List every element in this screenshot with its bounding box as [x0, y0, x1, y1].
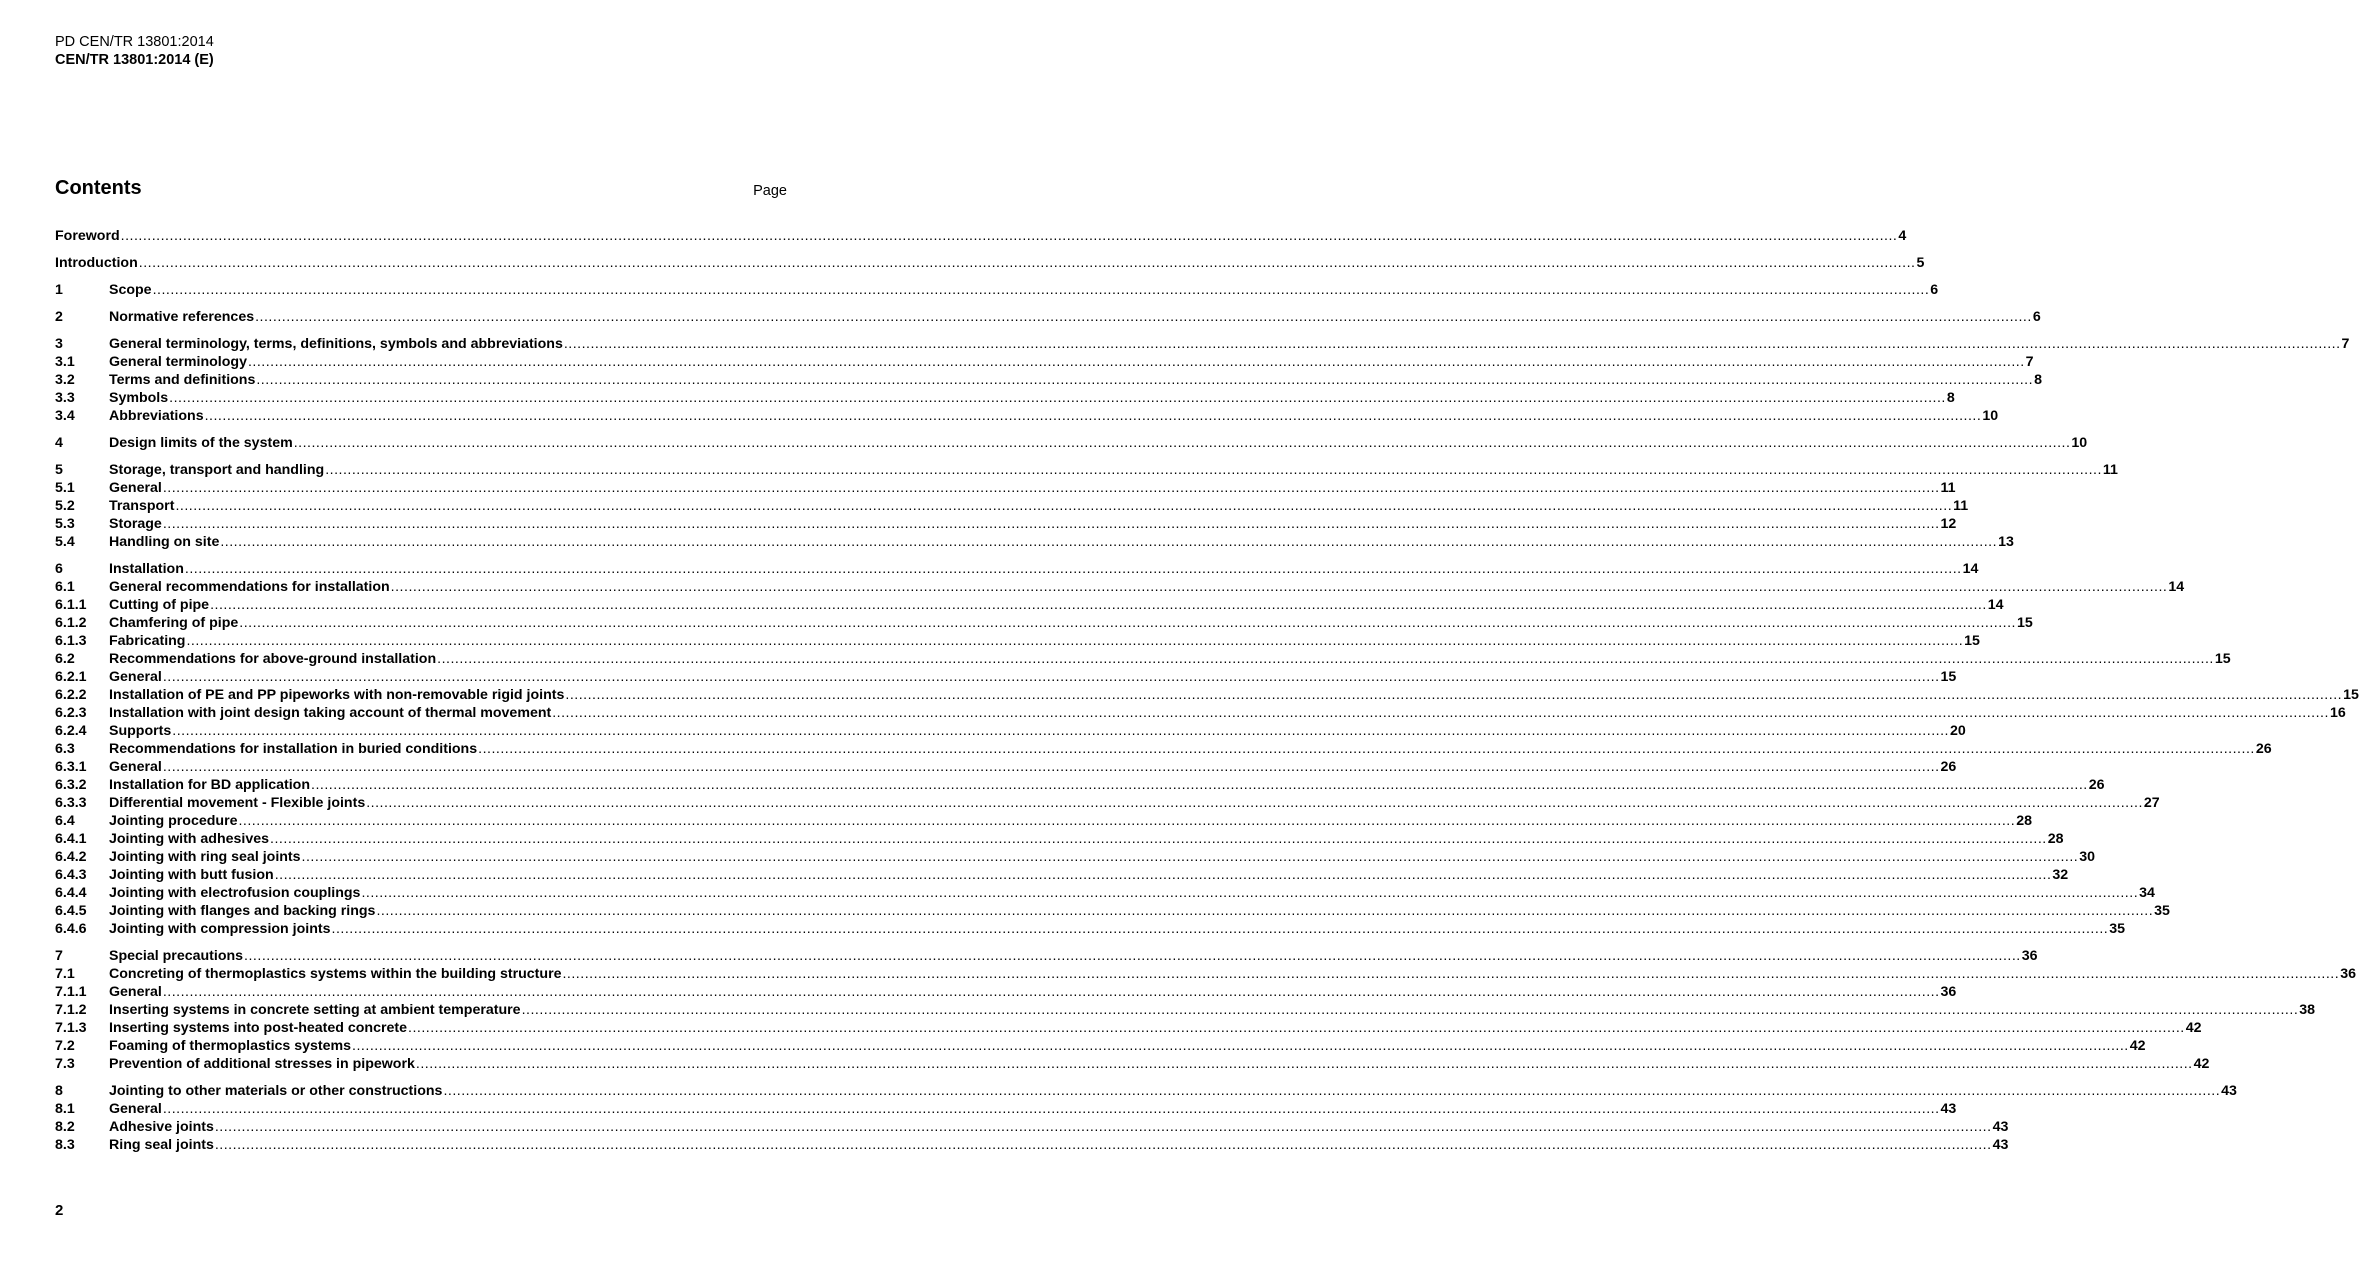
- toc-entry-title: Terms and definitions: [109, 372, 256, 388]
- toc-entry-page: 43: [2221, 1083, 2237, 1099]
- toc-dot-leader: ................................................................................................................................................................................................................................................................................................................................................................................................................: [437, 651, 2214, 667]
- toc-entry-page: 26: [2088, 777, 2105, 793]
- toc-group: [55, 461, 2118, 551]
- toc-entry-number: 8.3: [55, 1137, 75, 1153]
- contents-heading-row: [55, 177, 787, 207]
- toc-entry-page: 20: [1949, 723, 1966, 739]
- toc-entry-page: 11: [1940, 480, 1956, 496]
- toc-entry-page: 11: [1953, 498, 1969, 514]
- toc-entry-page: 35: [2109, 921, 2125, 937]
- toc-entry-page: 42: [2193, 1056, 2210, 1072]
- toc-entry-title: Jointing with electrofusion couplings: [109, 885, 361, 901]
- toc-entry-number: 6.4.1: [55, 831, 87, 847]
- toc-entry[interactable]: [55, 227, 1907, 245]
- toc-entry-page: 34: [2139, 885, 2155, 901]
- toc-entry[interactable]: [55, 1082, 2237, 1100]
- toc-entry[interactable]: [55, 740, 2272, 758]
- toc-dot-leader: ................................................................................................................................................................................................................................................................................................................................................................................................................: [270, 831, 2047, 847]
- toc-dot-leader: ................................................................................................................................................................................................................................................................................................................................................................................................................: [376, 903, 2154, 919]
- toc-entry-title: Storage: [109, 516, 162, 532]
- toc-entry-number: 5.4: [55, 534, 75, 550]
- toc-group: [55, 434, 2088, 452]
- toc-entry-title: Special precautions: [109, 948, 244, 964]
- toc-entry-page: 14: [1962, 561, 1979, 577]
- toc-entry-title: Abbreviations: [109, 408, 204, 424]
- toc-entry-title: Jointing with compression joints: [109, 921, 331, 937]
- toc-entry-number: 8.2: [55, 1119, 75, 1135]
- toc-entry-number: 3.1: [55, 354, 75, 370]
- toc-dot-leader: ................................................................................................................................................................................................................................................................................................................................................................................................................: [120, 228, 1898, 244]
- toc-dot-leader: ................................................................................................................................................................................................................................................................................................................................................................................................................: [408, 1020, 2185, 1036]
- toc-entry-title: General: [109, 1101, 162, 1117]
- toc-dot-leader: ................................................................................................................................................................................................................................................................................................................................................................................................................: [478, 741, 2255, 757]
- toc-entry-title: Installation for BD application: [109, 777, 311, 793]
- toc-entry[interactable]: [55, 794, 2160, 812]
- toc-entry-number: 5.1: [55, 480, 75, 496]
- toc-dot-leader: ................................................................................................................................................................................................................................................................................................................................................................................................................: [331, 921, 2109, 937]
- toc-entry[interactable]: [55, 722, 1966, 740]
- toc-group: [55, 227, 1907, 245]
- toc-entry-title: Introduction: [55, 255, 138, 271]
- toc-entry-title: General: [109, 759, 162, 775]
- toc-dot-leader: ................................................................................................................................................................................................................................................................................................................................................................................................................: [256, 372, 2034, 388]
- toc-dot-leader: ................................................................................................................................................................................................................................................................................................................................................................................................................: [214, 1137, 1992, 1153]
- toc-entry-page: 28: [2047, 831, 2064, 847]
- toc-entry-number: 6.4.3: [55, 867, 87, 883]
- toc-dot-leader: ................................................................................................................................................................................................................................................................................................................................................................................................................: [415, 1056, 2193, 1072]
- toc-dot-leader: ................................................................................................................................................................................................................................................................................................................................................................................................................: [169, 390, 1946, 406]
- toc-dot-leader: ................................................................................................................................................................................................................................................................................................................................................................................................................: [162, 984, 1940, 1000]
- toc-entry-page: 14: [1987, 597, 2004, 613]
- toc-entry-title: Storage, transport and handling: [109, 462, 325, 478]
- toc-entry-title: Handling on site: [109, 534, 220, 550]
- toc-entry[interactable]: [55, 776, 2105, 794]
- toc-entry-title: Recommendations for above-ground installation: [109, 651, 437, 667]
- toc-entry-page: 15: [2214, 651, 2231, 667]
- toc-entry-title: Fabricating: [109, 633, 186, 649]
- toc-dot-leader: ................................................................................................................................................................................................................................................................................................................................................................................................................: [293, 435, 2071, 451]
- toc-entry-title: Inserting systems into post-heated concrete: [109, 1020, 408, 1036]
- toc-entry-number: 6.4: [55, 813, 75, 829]
- toc-entry-page: 7: [2025, 354, 2034, 370]
- toc-entry-title: Chamfering of pipe: [109, 615, 239, 631]
- toc-entry-title: General terminology: [109, 354, 247, 370]
- toc-entry[interactable]: [55, 812, 2032, 830]
- toc-entry-page: 36: [1940, 984, 1957, 1000]
- toc-entry-title: Jointing with adhesives: [109, 831, 270, 847]
- page-title: Contents: [55, 177, 142, 199]
- toc-entry-number: 6.2.3: [55, 705, 87, 721]
- toc-dot-leader: ................................................................................................................................................................................................................................................................................................................................................................................................................: [563, 336, 2341, 352]
- toc-entry-number: 6.3: [55, 741, 75, 757]
- toc-dot-leader: ................................................................................................................................................................................................................................................................................................................................................................................................................: [138, 255, 1916, 271]
- toc-entry[interactable]: [55, 533, 2014, 551]
- toc-entry-title: Supports: [109, 723, 172, 739]
- toc-entry[interactable]: [55, 578, 2185, 596]
- toc-dot-leader: ................................................................................................................................................................................................................................................................................................................................................................................................................: [238, 813, 2016, 829]
- toc-entry-page: 28: [2016, 813, 2032, 829]
- toc-entry[interactable]: [55, 254, 1925, 272]
- toc-entry-page: 5: [1916, 255, 1925, 271]
- toc-entry-number: 6.1.3: [55, 633, 87, 649]
- toc-entry[interactable]: [55, 596, 2004, 614]
- toc-entry[interactable]: [55, 407, 1999, 425]
- toc-entry-page: 43: [1992, 1119, 2009, 1135]
- toc-entry-title: Adhesive joints: [109, 1119, 214, 1135]
- toc-entry-title: General: [109, 669, 162, 685]
- toc-entry-number: 6.2: [55, 651, 75, 667]
- toc-dot-leader: ................................................................................................................................................................................................................................................................................................................................................................................................................: [325, 462, 2102, 478]
- toc-entry-title: Symbols: [109, 390, 169, 406]
- toc-dot-leader: ................................................................................................................................................................................................................................................................................................................................................................................................................: [255, 309, 2032, 325]
- toc-entry-title: Jointing procedure: [109, 813, 238, 829]
- toc-group: [55, 335, 2350, 425]
- toc-entry[interactable]: [55, 389, 1955, 407]
- toc-entry[interactable]: [55, 884, 2155, 902]
- toc-entry-number: 7: [55, 948, 63, 964]
- toc-entry-page: 26: [1940, 759, 1957, 775]
- toc-entry-title: Ring seal joints: [109, 1137, 214, 1153]
- toc-entry-number: 6.2.4: [55, 723, 87, 739]
- toc-entry-page: 7: [2341, 336, 2350, 352]
- toc-entry-title: Prevention of additional stresses in pipework: [109, 1056, 415, 1072]
- toc-dot-leader: ................................................................................................................................................................................................................................................................................................................................................................................................................: [162, 669, 1940, 685]
- page-column-label: Page: [753, 183, 787, 199]
- toc-entry-number: 6.4.4: [55, 885, 87, 901]
- toc-entry-number: 8.1: [55, 1101, 75, 1117]
- toc-entry-title: Transport: [109, 498, 175, 514]
- toc-entry-number: 6.3.1: [55, 759, 87, 775]
- toc-entry-number: 3.3: [55, 390, 75, 406]
- toc-dot-leader: ................................................................................................................................................................................................................................................................................................................................................................................................................: [184, 561, 1962, 577]
- toc-entry-number: 1: [55, 282, 63, 298]
- toc-dot-leader: ................................................................................................................................................................................................................................................................................................................................................................................................................: [162, 480, 1940, 496]
- toc-entry[interactable]: [55, 965, 2356, 983]
- toc-entry-title: Normative references: [109, 309, 255, 325]
- toc-entry-number: 6.1: [55, 579, 75, 595]
- toc-entry[interactable]: [55, 758, 1957, 776]
- toc-group: [55, 560, 2359, 938]
- toc-dot-leader: ................................................................................................................................................................................................................................................................................................................................................................................................................: [274, 867, 2052, 883]
- toc-entry[interactable]: [55, 497, 1969, 515]
- toc-entry[interactable]: [55, 515, 1957, 533]
- toc-dot-leader: ................................................................................................................................................................................................................................................................................................................................................................................................................: [152, 282, 1930, 298]
- toc-group: [55, 947, 2356, 1073]
- toc-entry-title: Scope: [109, 282, 152, 298]
- toc-entry-title: Cutting of pipe: [109, 597, 210, 613]
- toc-entry-title: Installation of PE and PP pipeworks with non-removable rigid joints: [109, 687, 565, 703]
- toc-entry-title: Jointing to other materials or other constructions: [109, 1083, 443, 1099]
- toc-dot-leader: ................................................................................................................................................................................................................................................................................................................................................................................................................: [366, 795, 2143, 811]
- toc-entry-number: 7.1.3: [55, 1020, 87, 1036]
- toc-entry-page: 43: [1992, 1137, 2009, 1153]
- toc-entry-title: Inserting systems in concrete setting at ambient temperature: [109, 1002, 521, 1018]
- toc-entry-page: 15: [1940, 669, 1957, 685]
- toc-entry-title: Jointing with ring seal joints: [109, 849, 301, 865]
- toc-entry-page: 42: [2129, 1038, 2146, 1054]
- toc-entry-title: General terminology, terms, definitions, symbols and abbreviations: [109, 336, 563, 352]
- toc-entry-title: Foaming of thermoplastics systems: [109, 1038, 352, 1054]
- toc-entry[interactable]: [55, 1118, 2009, 1136]
- toc-dot-leader: ................................................................................................................................................................................................................................................................................................................................................................................................................: [172, 723, 1949, 739]
- toc-entry[interactable]: [55, 353, 2034, 371]
- toc-entry[interactable]: [55, 1055, 2210, 1073]
- toc-entry-title: Recommendations for installation in buried conditions: [109, 741, 478, 757]
- document-header: [55, 33, 214, 69]
- toc-entry-number: 6.4.2: [55, 849, 87, 865]
- toc-entry[interactable]: [55, 560, 1979, 578]
- toc-entry-number: 8: [55, 1083, 63, 1099]
- toc-entry-number: 7.1: [55, 966, 75, 982]
- toc-entry-title: General recommendations for installation: [109, 579, 390, 595]
- toc-entry-title: General: [109, 984, 162, 1000]
- toc-entry-page: 11: [2102, 462, 2118, 478]
- toc-dot-leader: ................................................................................................................................................................................................................................................................................................................................................................................................................: [204, 408, 1982, 424]
- toc-entry-page: 38: [2299, 1002, 2316, 1018]
- toc-entry-title: Installation: [109, 561, 184, 577]
- toc-entry-page: 15: [2343, 687, 2359, 703]
- toc-dot-leader: ................................................................................................................................................................................................................................................................................................................................................................................................................: [352, 1038, 2129, 1054]
- toc-entry-page: 4: [1898, 228, 1907, 244]
- toc-entry-page: 15: [1964, 633, 1980, 649]
- toc-entry-page: 36: [2340, 966, 2356, 982]
- toc-dot-leader: ................................................................................................................................................................................................................................................................................................................................................................................................................: [521, 1002, 2299, 1018]
- toc-entry-number: 3.2: [55, 372, 75, 388]
- document-id-line: PD CEN/TR 13801:2014: [55, 34, 214, 50]
- toc-entry-number: 7.1.2: [55, 1002, 87, 1018]
- toc-dot-leader: ................................................................................................................................................................................................................................................................................................................................................................................................................: [390, 579, 2168, 595]
- toc-entry-page: 14: [2168, 579, 2185, 595]
- toc-entry[interactable]: [55, 668, 1957, 686]
- toc-entry-number: 6.3.3: [55, 795, 87, 811]
- toc-entry[interactable]: [55, 308, 2041, 326]
- toc-dot-leader: ................................................................................................................................................................................................................................................................................................................................................................................................................: [244, 948, 2021, 964]
- toc-entry-title: Concreting of thermoplastics systems within the building structure: [109, 966, 562, 982]
- toc-entry-number: 6.4.6: [55, 921, 87, 937]
- toc-entry[interactable]: [55, 920, 2125, 938]
- table-of-contents: [55, 227, 2359, 1163]
- toc-entry-title: General: [109, 480, 162, 496]
- toc-entry-number: 6.1.2: [55, 615, 87, 631]
- toc-entry-page: 32: [2052, 867, 2069, 883]
- toc-dot-leader: ................................................................................................................................................................................................................................................................................................................................................................................................................: [175, 498, 1953, 514]
- toc-entry[interactable]: [55, 281, 1939, 299]
- toc-entry-page: 15: [2016, 615, 2033, 631]
- toc-dot-leader: ................................................................................................................................................................................................................................................................................................................................................................................................................: [210, 597, 1987, 613]
- toc-entry-title: Foreword: [55, 228, 120, 244]
- toc-entry[interactable]: [55, 848, 2096, 866]
- toc-entry-page: 26: [2255, 741, 2272, 757]
- toc-dot-leader: ................................................................................................................................................................................................................................................................................................................................................................................................................: [239, 615, 2016, 631]
- toc-entry-page: 8: [2034, 372, 2042, 388]
- toc-dot-leader: ................................................................................................................................................................................................................................................................................................................................................................................................................: [361, 885, 2139, 901]
- toc-entry[interactable]: [55, 434, 2088, 452]
- toc-entry-number: 7.1.1: [55, 984, 87, 1000]
- toc-entry[interactable]: [55, 983, 1957, 1001]
- toc-entry-page: 10: [2071, 435, 2088, 451]
- toc-entry-page: 13: [1998, 534, 2014, 550]
- toc-entry-number: 7.2: [55, 1038, 75, 1054]
- toc-entry-number: 6.3.2: [55, 777, 87, 793]
- toc-entry-title: Differential movement - Flexible joints: [109, 795, 366, 811]
- toc-group: [55, 254, 1925, 272]
- toc-entry-number: 5.2: [55, 498, 75, 514]
- toc-entry[interactable]: [55, 686, 2359, 704]
- toc-entry-page: 30: [2079, 849, 2096, 865]
- toc-group: [55, 1082, 2237, 1154]
- toc-entry-number: 2: [55, 309, 63, 325]
- toc-entry-title: Jointing with butt fusion: [109, 867, 274, 883]
- toc-entry-title: Design limits of the system: [109, 435, 293, 451]
- toc-entry-page: 36: [2021, 948, 2038, 964]
- toc-entry-page: 6: [2032, 309, 2041, 325]
- toc-group: [55, 308, 2041, 326]
- toc-entry-page: 12: [1940, 516, 1957, 532]
- toc-entry-number: 3.4: [55, 408, 75, 424]
- toc-entry[interactable]: [55, 704, 2346, 722]
- toc-entry-number: 7.3: [55, 1056, 75, 1072]
- toc-entry[interactable]: [55, 902, 2170, 920]
- toc-dot-leader: ................................................................................................................................................................................................................................................................................................................................................................................................................: [186, 633, 1964, 649]
- toc-dot-leader: ................................................................................................................................................................................................................................................................................................................................................................................................................: [214, 1119, 1992, 1135]
- toc-entry[interactable]: [55, 614, 2033, 632]
- toc-entry[interactable]: [55, 947, 2038, 965]
- toc-entry-title: Installation with joint design taking account of thermal movement: [109, 705, 552, 721]
- toc-entry-title: Jointing with flanges and backing rings: [109, 903, 376, 919]
- toc-entry[interactable]: [55, 830, 2064, 848]
- toc-dot-leader: ................................................................................................................................................................................................................................................................................................................................................................................................................: [565, 687, 2343, 703]
- toc-entry[interactable]: [55, 1100, 1957, 1118]
- toc-entry-page: 10: [1982, 408, 1999, 424]
- toc-entry[interactable]: [55, 650, 2231, 668]
- toc-entry[interactable]: [55, 866, 2069, 884]
- document-id-bold-line: CEN/TR 13801:2014 (E): [55, 52, 214, 68]
- toc-dot-leader: ................................................................................................................................................................................................................................................................................................................................................................................................................: [311, 777, 2088, 793]
- toc-entry[interactable]: [55, 461, 2118, 479]
- toc-entry[interactable]: [55, 371, 2042, 389]
- toc-dot-leader: ................................................................................................................................................................................................................................................................................................................................................................................................................: [443, 1083, 2221, 1099]
- toc-entry-page: 16: [2329, 705, 2346, 721]
- toc-dot-leader: ................................................................................................................................................................................................................................................................................................................................................................................................................: [162, 516, 1940, 532]
- toc-entry-page: 42: [2185, 1020, 2202, 1036]
- toc-dot-leader: ................................................................................................................................................................................................................................................................................................................................................................................................................: [162, 759, 1940, 775]
- toc-entry-page: 35: [2154, 903, 2170, 919]
- toc-dot-leader: ................................................................................................................................................................................................................................................................................................................................................................................................................: [247, 354, 2025, 370]
- toc-entry-number: 6.4.5: [55, 903, 87, 919]
- toc-entry-page: 43: [1940, 1101, 1957, 1117]
- toc-entry-number: 6.2.1: [55, 669, 87, 685]
- toc-dot-leader: ................................................................................................................................................................................................................................................................................................................................................................................................................: [162, 1101, 1940, 1117]
- toc-entry-number: 6.2.2: [55, 687, 87, 703]
- toc-dot-leader: ................................................................................................................................................................................................................................................................................................................................................................................................................: [562, 966, 2340, 982]
- toc-group: [55, 281, 1939, 299]
- toc-entry[interactable]: [55, 1037, 2146, 1055]
- toc-entry[interactable]: [55, 335, 2350, 353]
- toc-entry[interactable]: [55, 632, 1980, 650]
- toc-entry-number: 5.3: [55, 516, 75, 532]
- toc-entry-page: 6: [1930, 282, 1939, 298]
- toc-entry-number: 6: [55, 561, 63, 577]
- toc-entry-page: 27: [2143, 795, 2160, 811]
- toc-entry[interactable]: [55, 1136, 2009, 1154]
- toc-entry-number: 4: [55, 435, 63, 451]
- toc-entry-page: 8: [1946, 390, 1955, 406]
- toc-entry-number: 5: [55, 462, 63, 478]
- toc-dot-leader: ................................................................................................................................................................................................................................................................................................................................................................................................................: [552, 705, 2329, 721]
- toc-dot-leader: ................................................................................................................................................................................................................................................................................................................................................................................................................: [220, 534, 1998, 550]
- toc-entry[interactable]: [55, 479, 1956, 497]
- toc-dot-leader: ................................................................................................................................................................................................................................................................................................................................................................................................................: [301, 849, 2079, 865]
- toc-entry-number: 6.1.1: [55, 597, 87, 613]
- page-number: 2: [55, 1202, 64, 1219]
- toc-entry[interactable]: [55, 1019, 2202, 1037]
- toc-entry[interactable]: [55, 1001, 2316, 1019]
- toc-entry-number: 3: [55, 336, 63, 352]
